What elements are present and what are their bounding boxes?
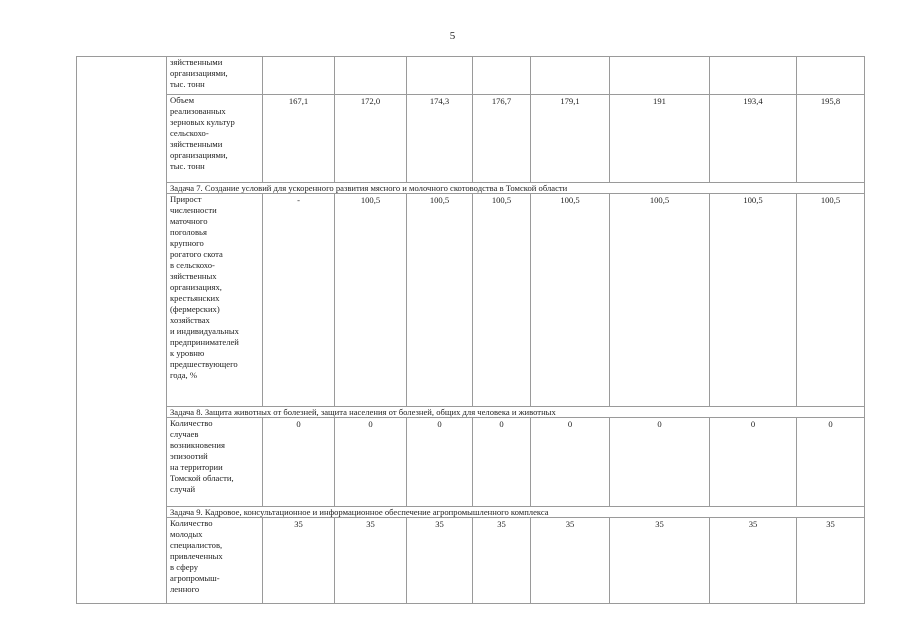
value-cell: 100,5	[710, 194, 797, 407]
value-cell	[263, 57, 335, 95]
value-cell: 100,5	[610, 194, 710, 407]
value-cell	[610, 57, 710, 95]
value-cell: 100,5	[473, 194, 531, 407]
value-cell: 0	[610, 418, 710, 507]
value-cell: 100,5	[335, 194, 407, 407]
value-cell: 100,5	[531, 194, 610, 407]
value-cell	[531, 57, 610, 95]
value-cell: 35	[610, 518, 710, 604]
value-cell: 167,1	[263, 95, 335, 183]
value-cell: -	[263, 194, 335, 407]
value-cell: 193,4	[710, 95, 797, 183]
table-row	[77, 95, 865, 183]
value-cell: 35	[407, 518, 473, 604]
indicator-label: Объем реализованных зерновых культур сельскохо- зяйственными организациями, тыс. тонн	[167, 95, 263, 183]
value-cell: 0	[531, 418, 610, 507]
value-cell: 0	[473, 418, 531, 507]
value-cell: 179,1	[531, 95, 610, 183]
task-heading: Задача 8. Защита животных от болезней, защита населения от болезней, общих для человека и животных	[167, 407, 865, 418]
value-cell	[473, 57, 531, 95]
value-cell: 35	[710, 518, 797, 604]
value-cell	[407, 57, 473, 95]
task-heading: Задача 7. Создание условий для ускоренного развития мясного и молочного скотоводства в Томской области	[167, 183, 865, 194]
value-cell	[710, 57, 797, 95]
indicators-table	[76, 56, 865, 604]
table-row	[77, 518, 865, 604]
table-row	[77, 418, 865, 507]
task-row	[77, 183, 865, 194]
value-cell	[335, 57, 407, 95]
value-cell: 191	[610, 95, 710, 183]
value-cell: 195,8	[797, 95, 865, 183]
value-cell: 0	[335, 418, 407, 507]
indicator-label: Прирост численности маточного поголовья крупного рогатого скота в сельскохо- зяйственных организациях, крестьянских (фермерских) хозяйствах и индивидуальных предпринимателей к уровню предшествующего года, %	[167, 194, 263, 407]
value-cell: 176,7	[473, 95, 531, 183]
value-cell: 35	[797, 518, 865, 604]
merged-left-cell	[77, 57, 167, 604]
table-row	[77, 57, 865, 95]
value-cell: 0	[407, 418, 473, 507]
indicator-label: Количество случаев возникновения эпизоотий на территории Томской области, случай	[167, 418, 263, 507]
value-cell: 172,0	[335, 95, 407, 183]
value-cell: 35	[473, 518, 531, 604]
indicator-label: Количество молодых специалистов, привлеченных в сферу агропромыш- ленного	[167, 518, 263, 604]
value-cell	[797, 57, 865, 95]
value-cell: 0	[797, 418, 865, 507]
task-row	[77, 407, 865, 418]
table-row	[77, 194, 865, 407]
value-cell: 100,5	[797, 194, 865, 407]
indicator-label: зяйственными организациями, тыс. тонн	[167, 57, 263, 95]
value-cell: 35	[335, 518, 407, 604]
page-number: 5	[449, 30, 456, 42]
value-cell: 100,5	[407, 194, 473, 407]
value-cell: 35	[531, 518, 610, 604]
value-cell: 174,3	[407, 95, 473, 183]
value-cell: 0	[263, 418, 335, 507]
value-cell: 0	[710, 418, 797, 507]
value-cell: 35	[263, 518, 335, 604]
task-row	[77, 507, 865, 518]
task-heading: Задача 9. Кадровое, консультационное и информационное обеспечение агропромышленного комплекса	[167, 507, 865, 518]
